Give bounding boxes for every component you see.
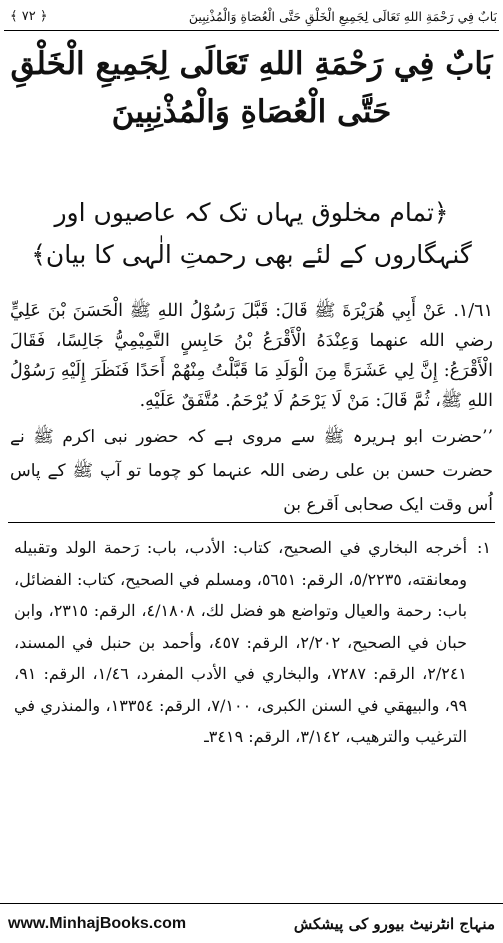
urdu-translation: ’’حضرت ابو ہریرہ ﷺ سے مروی ہے کہ حضور نبی اکرم ﷺ نے حضرت حسن بن علی رضی اللہ عنہما کو چوما تو آپ ﷺ کے پاس اُس وقت ایک صحابی اَقرع بن xyxy=(10,427,493,515)
footnote xyxy=(14,532,491,753)
running-header xyxy=(6,4,497,28)
chapter-title: بَابٌ فِي رَحْمَةِ اللهِ تَعَالَى لِجَمِيعِ الْخَلْقِ حَتَّى الْعُصَاةِ وَالْمُذْنِبِينَ xyxy=(10,46,493,130)
header-rule xyxy=(4,30,499,31)
running-title: بَابٌ فِي رَحْمَةِ اللهِ تَعَالَى لِجَمِيعِ الْخَلْقِ حَتَّى الْعُصَاةِ وَالْمُذْنِبِينَ xyxy=(188,8,497,24)
publisher-credit: منہاج انٹرنیٹ بیورو کی پیشکش xyxy=(293,914,495,933)
urdu-chapter-title: ﴿تمام مخلوق یہاں تک کہ عاصیوں اور گنہگاروں کے لئے بھی رحمتِ الٰہی کا بیان﴾ xyxy=(31,198,472,269)
page-number: ﴿ ٧٢ ﴾ xyxy=(10,8,48,24)
footnote-number: ١: xyxy=(477,538,491,557)
footnote-text: أخرجه البخاري في الصحيح، كتاب: الأدب، باب: رَحمة الولد وتقبيله ومعانقته، ٥/٢٢٣٥، الرقم: ٥٦٥١، ومسلم في الصحيح، كتاب: الفضائل، باب: رحمة والعيال وتواضع هو فضل لك، ٤/١٨٠٨، الرقم: ٢٣١٥، وابن حبان في الصحيح، ٢/٢٠٢، الرقم: ٤٥٧، وأحمد بن حنبل في المسند، ٢/٢٤١، الرقم: ٧٢٨٧، والبخاري في الأدب المفرد، ١/٤٦، الرقم: ٩١، ٩٩، والبيهقي في السنن الكبرى، ٧/١٠٠، الرقم: ١٣٣٥٤، والمنذري في الترغيب والترهيب، ٣/١٤٢، الرقم: ٣٤١٩ـ xyxy=(14,538,468,746)
page-footer xyxy=(0,903,503,943)
footnote-rule xyxy=(8,522,495,523)
website-link[interactable]: www.MinhajBooks.com xyxy=(8,914,187,932)
hadith-text: ١/٦١. عَنْ أَبِي هُرَيْرَةَ ﷺ قَالَ: قَبَّلَ رَسُوْلُ اللهِ ﷺ الْحَسَنَ بْنَ عَلِيٍّ رضي الله عنهما وَعِنْدَهُ الْأَقْرَعُ بْنُ حَابِسٍ التَّمِيْمِيُّ جَالِسًا، فَقَالَ الْأَقْرَعُ: إِنَّ لِي عَشَرَةً مِنَ الْوَلَدِ مَا قَبَّلْتُ مِنْهُمْ أَحَدًا فَنَظَرَ إِلَيْهِ رَسُوْلُ اللهِ ﷺ، ثُمَّ قَالَ: مَنْ لَا يَرْحَمُ لَا يُرْحَمُ. مُتَّفَقٌ عَلَيْهِ. xyxy=(10,301,493,411)
